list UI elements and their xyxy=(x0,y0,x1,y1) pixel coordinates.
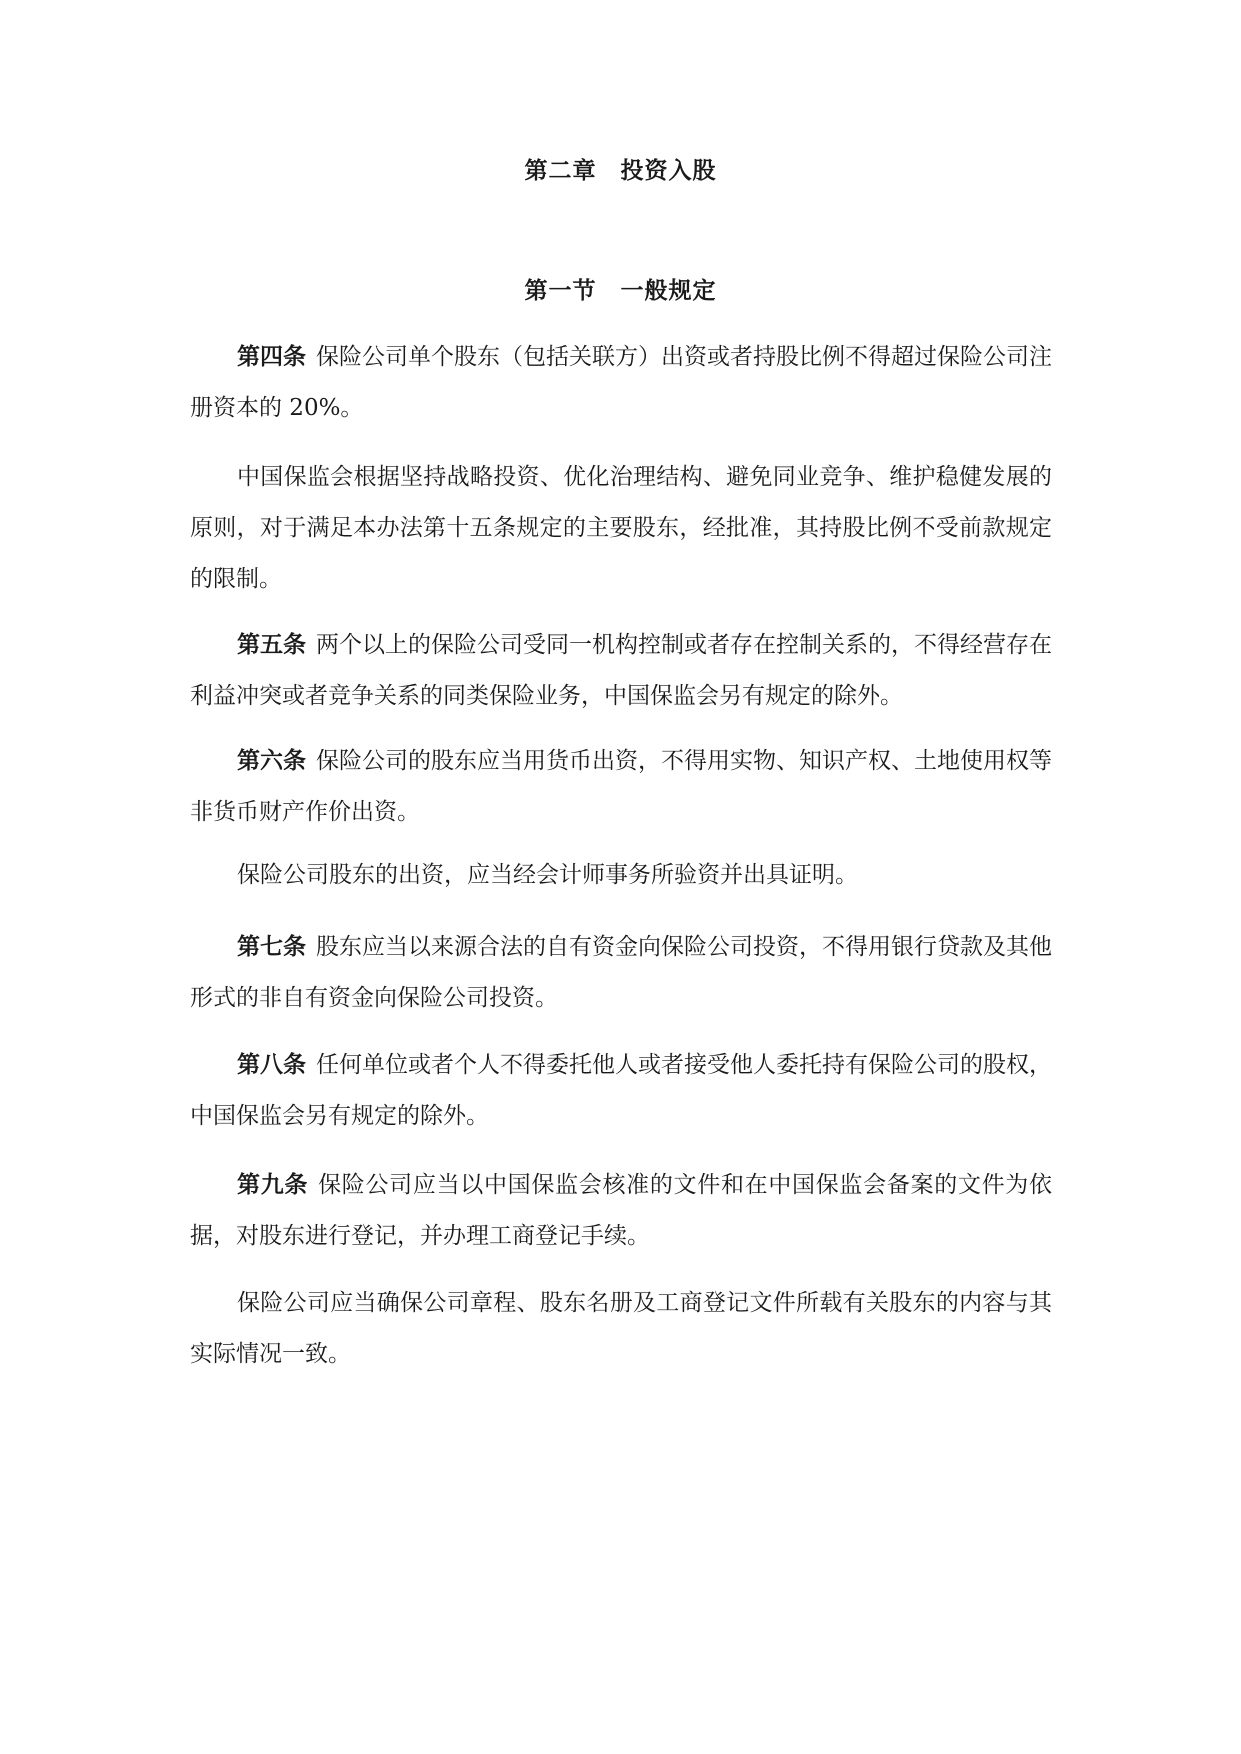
paragraph-article-9 xyxy=(190,1160,1052,1262)
article-number: 第七条 xyxy=(237,934,306,960)
paragraph-article-6-cont xyxy=(190,850,1052,901)
paragraph-article-4-cont xyxy=(190,452,1052,605)
article-number: 第八条 xyxy=(237,1052,306,1078)
paragraph-text: 股东应当以来源合法的自有资金向保险公司投资，不得用银行贷款及其他形式的非自有资金向保险公司投资。 xyxy=(190,934,1052,1011)
paragraph-article-5 xyxy=(190,620,1052,722)
article-number: 第九条 xyxy=(237,1172,309,1198)
paragraph-text: 保险公司应当以中国保监会核准的文件和在中国保监会备案的文件为依据，对股东进行登记，并办理工商登记手续。 xyxy=(190,1172,1053,1249)
article-number: 第六条 xyxy=(237,748,306,774)
paragraph-article-8 xyxy=(190,1040,1052,1142)
paragraph-article-4 xyxy=(190,332,1052,434)
chapter-title: 第二章 投资入股 xyxy=(524,158,717,184)
paragraph-text: 中国保监会根据坚持战略投资、优化治理结构、避免同业竞争、维护稳健发展的原则，对于满足本办法第十五条规定的主要股东，经批准，其持股比例不受前款规定的限制。 xyxy=(190,464,1052,592)
paragraph-text: 任何单位或者个人不得委托他人或者接受他人委托持有保险公司的股权，中国保监会另有规定的除外。 xyxy=(190,1052,1052,1129)
paragraph-text: 保险公司应当确保公司章程、股东名册及工商登记文件所载有关股东的内容与其实际情况一致。 xyxy=(190,1290,1052,1367)
article-number: 第四条 xyxy=(237,344,306,370)
paragraph-article-9-cont xyxy=(190,1278,1052,1380)
paragraph-text: 保险公司股东的出资，应当经会计师事务所验资并出具证明。 xyxy=(237,862,858,888)
paragraph-text: 保险公司的股东应当用货币出资，不得用实物、知识产权、土地使用权等非货币财产作价出资。 xyxy=(190,748,1052,825)
section-title: 第一节 一般规定 xyxy=(524,278,717,304)
paragraph-text: 保险公司单个股东（包括关联方）出资或者持股比例不得超过保险公司注册资本的 20%。 xyxy=(190,344,1052,421)
paragraph-text: 两个以上的保险公司受同一机构控制或者存在控制关系的，不得经营存在利益冲突或者竞争关系的同类保险业务，中国保监会另有规定的除外。 xyxy=(190,632,1052,709)
paragraph-article-7 xyxy=(190,922,1052,1024)
paragraph-article-6 xyxy=(190,736,1052,838)
article-number: 第五条 xyxy=(237,632,306,658)
